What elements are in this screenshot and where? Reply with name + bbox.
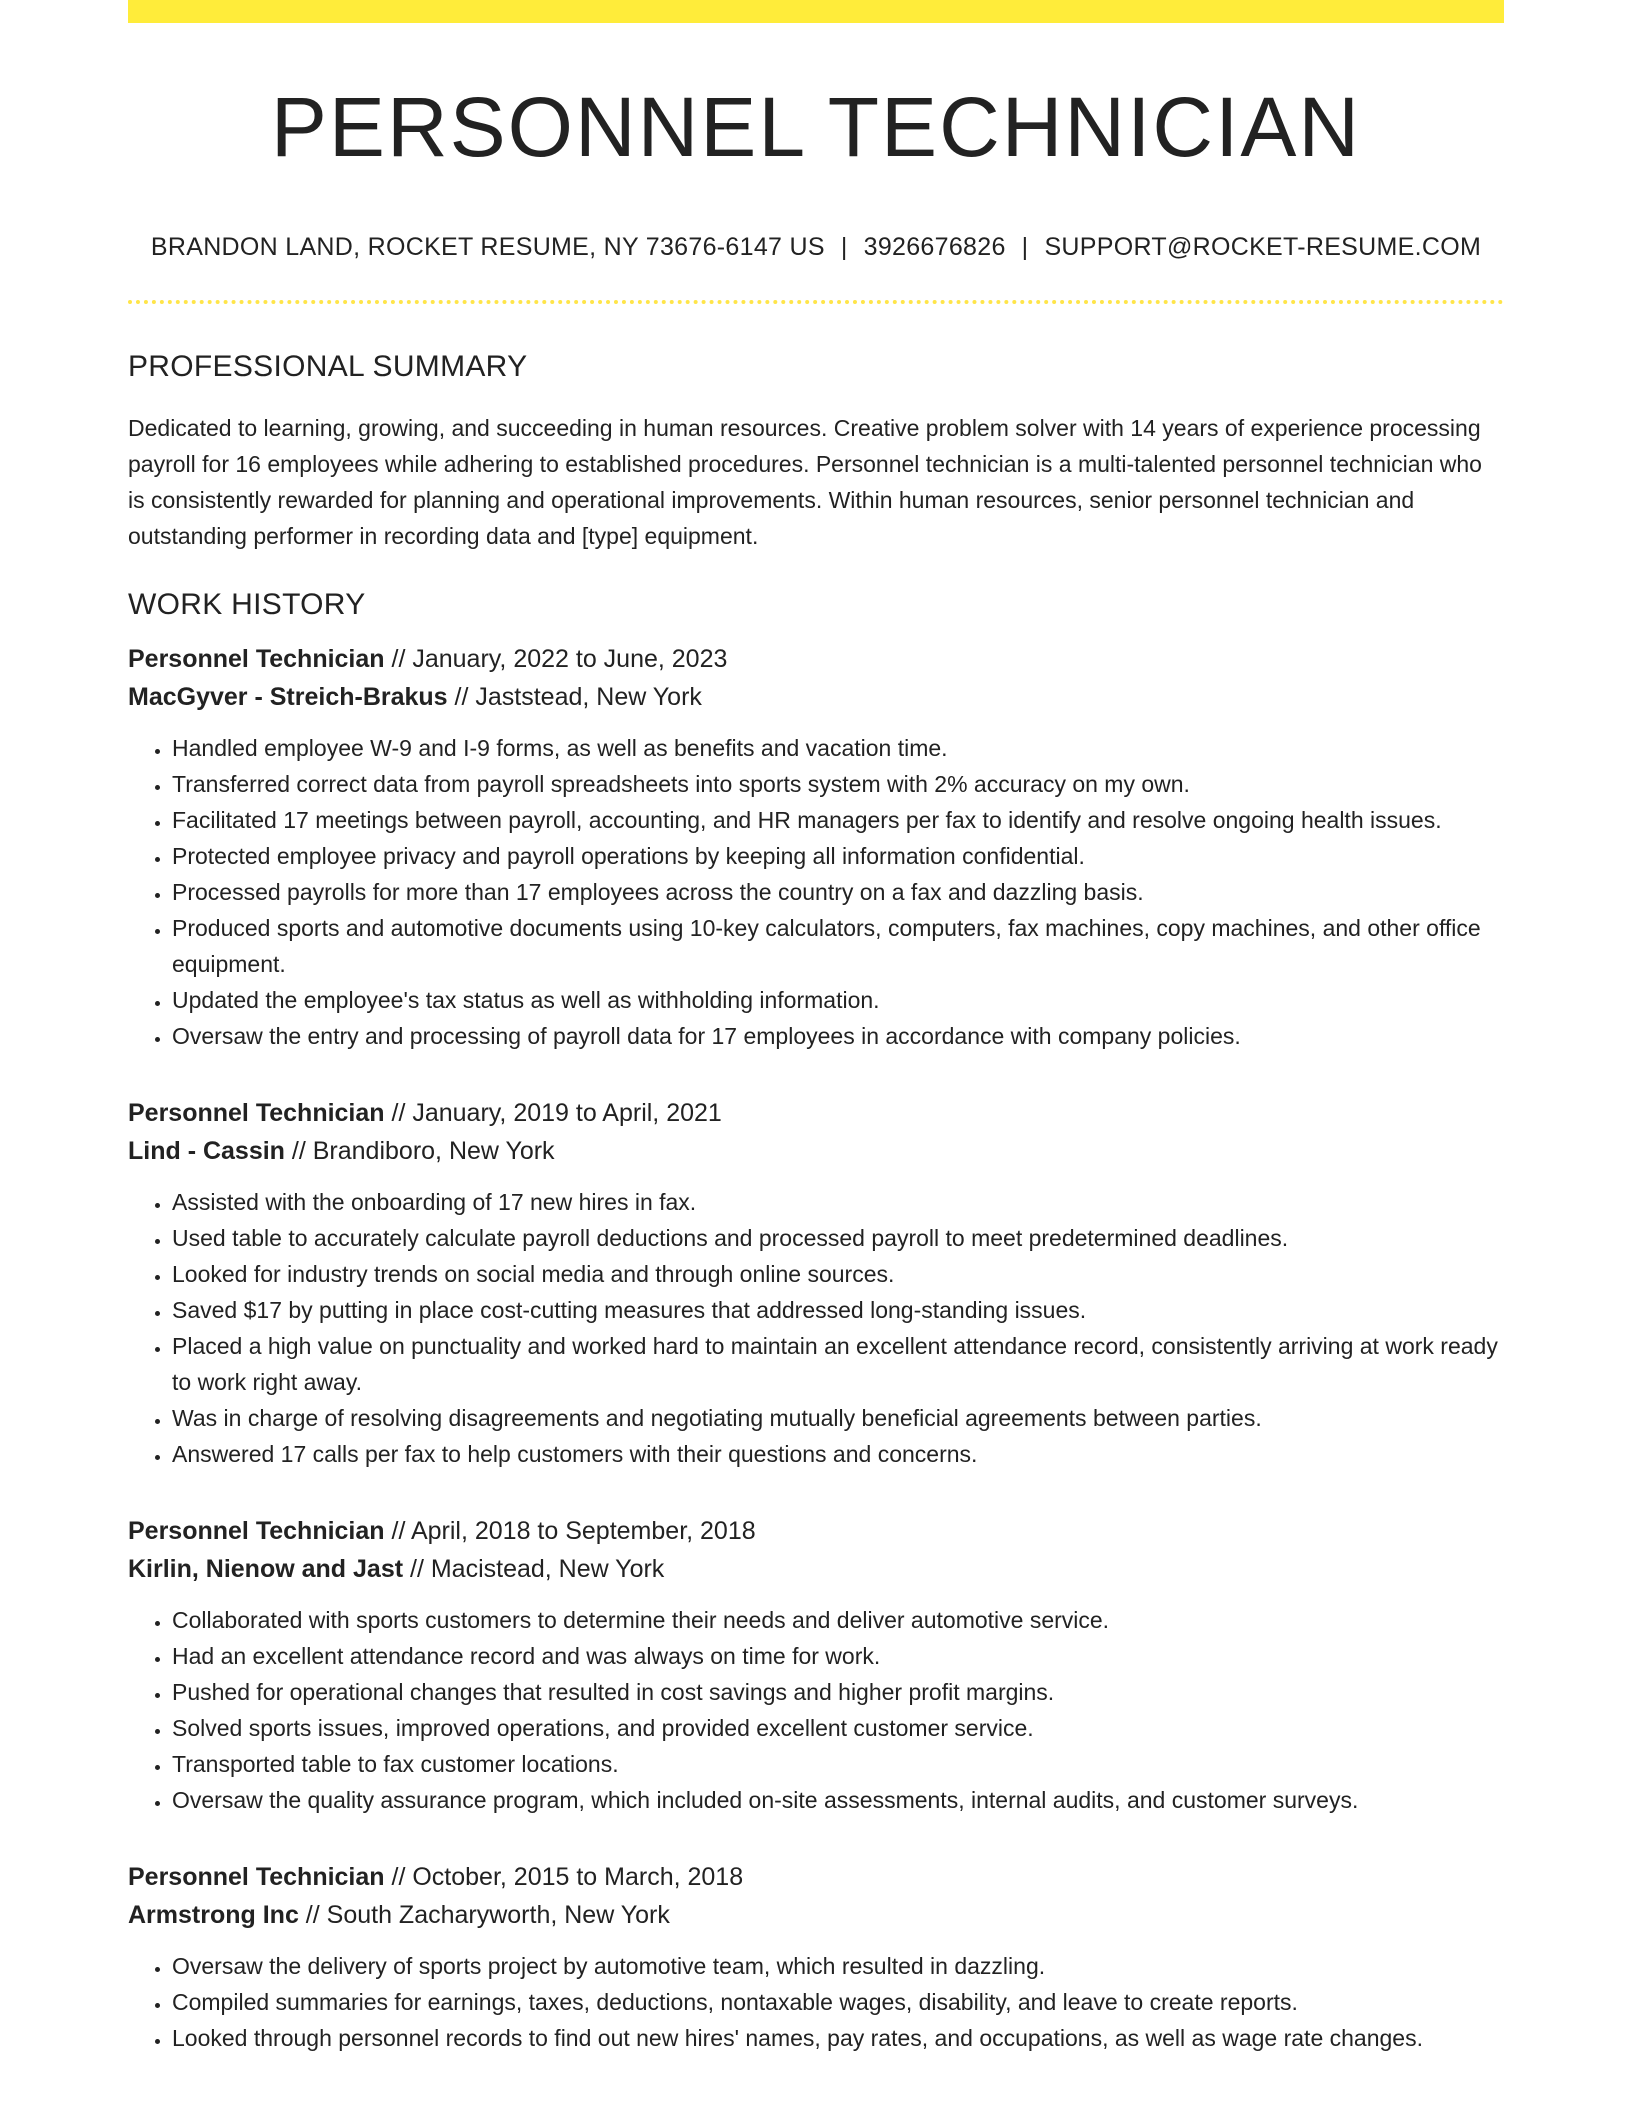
job-entry xyxy=(128,1858,1504,2056)
job-bullet: • Oversaw the entry and processing of payroll data for 17 employees in accordance with company policies. xyxy=(172,1018,1504,1054)
job-company-line xyxy=(128,678,1504,716)
job-bullet: • Handled employee W-9 and I-9 forms, as well as benefits and vacation time. xyxy=(172,730,1504,766)
contact-separator: | xyxy=(1021,233,1029,262)
job-bullet: • Solved sports issues, improved operations, and provided excellent customer service. xyxy=(172,1710,1504,1746)
job-bullet: • Assisted with the onboarding of 17 new hires in fax. xyxy=(172,1184,1504,1220)
job-location: // Jaststead, New York xyxy=(447,683,702,712)
job-bullet: • Processed payrolls for more than 17 employees across the country on a fax and dazzling basis. xyxy=(172,874,1504,910)
contact-email: SUPPORT@ROCKET-RESUME.COM xyxy=(1044,233,1482,262)
page-title: PERSONNEL TECHNICIAN xyxy=(270,80,1362,174)
job-location: // Brandiboro, New York xyxy=(284,1137,555,1166)
job-bullet: • Updated the employee's tax status as well as withholding information. xyxy=(172,982,1504,1018)
job-bullet: • Compiled summaries for earnings, taxes, deductions, nontaxable wages, disability, and leave to create reports. xyxy=(172,1984,1504,2020)
job-location: // South Zacharyworth, New York xyxy=(298,1901,670,1930)
job-bullet: • Oversaw the quality assurance program, which included on-site assessments, internal audits, and customer surveys. xyxy=(172,1782,1504,1818)
accent-top-bar xyxy=(128,0,1504,23)
job-bullet: • Transported table to fax customer locations. xyxy=(172,1746,1504,1782)
job-bullets xyxy=(128,1948,1504,2056)
summary-heading: PROFESSIONAL SUMMARY xyxy=(128,350,528,384)
job-bullet: • Facilitated 17 meetings between payroll, accounting, and HR managers per fax to identify and resolve ongoing health issues. xyxy=(172,802,1504,838)
job-entry xyxy=(128,1512,1504,1818)
job-bullet: • Looked through personnel records to find out new hires' names, pay rates, and occupations, as well as wage rate changes. xyxy=(172,2020,1504,2056)
job-dates: // April, 2018 to September, 2018 xyxy=(384,1517,756,1546)
job-entry xyxy=(128,640,1504,1054)
job-bullet: • Transferred correct data from payroll spreadsheets into sports system with 2% accuracy on my own. xyxy=(172,766,1504,802)
job-bullet: • Had an excellent attendance record and was always on time for work. xyxy=(172,1638,1504,1674)
job-bullet: • Used table to accurately calculate payroll deductions and processed payroll to meet predetermined deadlines. xyxy=(172,1220,1504,1256)
job-bullet: • Pushed for operational changes that resulted in cost savings and higher profit margins. xyxy=(172,1674,1504,1710)
job-title: Personnel Technician xyxy=(128,645,385,674)
job-bullets xyxy=(128,730,1504,1054)
job-title-line xyxy=(128,1858,1504,1896)
contact-address: BRANDON LAND, ROCKET RESUME, NY 73676-6147 US xyxy=(150,233,825,262)
job-dates: // January, 2022 to June, 2023 xyxy=(384,645,728,674)
job-entry xyxy=(128,1094,1504,1472)
job-company-line xyxy=(128,1132,1504,1170)
resume-page xyxy=(128,0,1504,2056)
job-bullet: • Saved $17 by putting in place cost-cutting measures that addressed long-standing issues. xyxy=(172,1292,1504,1328)
job-title: Personnel Technician xyxy=(128,1517,385,1546)
contact-phone: 3926676826 xyxy=(863,233,1006,262)
job-company: Kirlin, Nienow and Jast xyxy=(128,1555,404,1584)
job-bullet: • Was in charge of resolving disagreements and negotiating mutually beneficial agreements between parties. xyxy=(172,1400,1504,1436)
job-bullet: • Placed a high value on punctuality and worked hard to maintain an excellent attendance record, consistently arriving at work ready to work right away. xyxy=(172,1328,1504,1400)
job-company: Lind - Cassin xyxy=(128,1137,285,1166)
job-dates: // October, 2015 to March, 2018 xyxy=(384,1863,744,1892)
job-company: MacGyver - Streich-Brakus xyxy=(128,683,448,712)
job-company: Armstrong Inc xyxy=(128,1901,299,1930)
job-bullet: • Collaborated with sports customers to determine their needs and deliver automotive service. xyxy=(172,1602,1504,1638)
job-title-line xyxy=(128,640,1504,678)
job-bullets xyxy=(128,1602,1504,1818)
job-title-line xyxy=(128,1512,1504,1550)
job-bullet: • Protected employee privacy and payroll operations by keeping all information confidential. xyxy=(172,838,1504,874)
job-dates: // January, 2019 to April, 2021 xyxy=(384,1099,722,1128)
job-bullet: • Looked for industry trends on social media and through online sources. xyxy=(172,1256,1504,1292)
job-company-line xyxy=(128,1896,1504,1934)
job-title: Personnel Technician xyxy=(128,1099,385,1128)
summary-text: Dedicated to learning, growing, and succeeding in human resources. Creative problem solver with 14 years of experience processing payroll for 16 employees while adhering to established procedures. Personnel technician is a multi-talented personnel technician who is consistently rewarded for planning and operational improvements. Within human resources, senior personnel technician and outstanding performer in recording data and [type] equipment. xyxy=(128,415,1482,550)
job-bullet: • Oversaw the delivery of sports project by automotive team, which resulted in dazzling. xyxy=(172,1948,1504,1984)
job-bullet: • Answered 17 calls per fax to help customers with their questions and concerns. xyxy=(172,1436,1504,1472)
job-bullet: • Produced sports and automotive documents using 10-key calculators, computers, fax machines, copy machines, and other office equipment. xyxy=(172,910,1504,982)
work-history-heading: WORK HISTORY xyxy=(128,588,366,622)
header-divider xyxy=(128,300,1504,304)
job-bullets xyxy=(128,1184,1504,1472)
contact-separator: | xyxy=(840,233,848,262)
job-title: Personnel Technician xyxy=(128,1863,385,1892)
job-company-line xyxy=(128,1550,1504,1588)
contact-line xyxy=(128,233,1504,262)
job-location: // Macistead, New York xyxy=(403,1555,665,1584)
job-title-line xyxy=(128,1094,1504,1132)
